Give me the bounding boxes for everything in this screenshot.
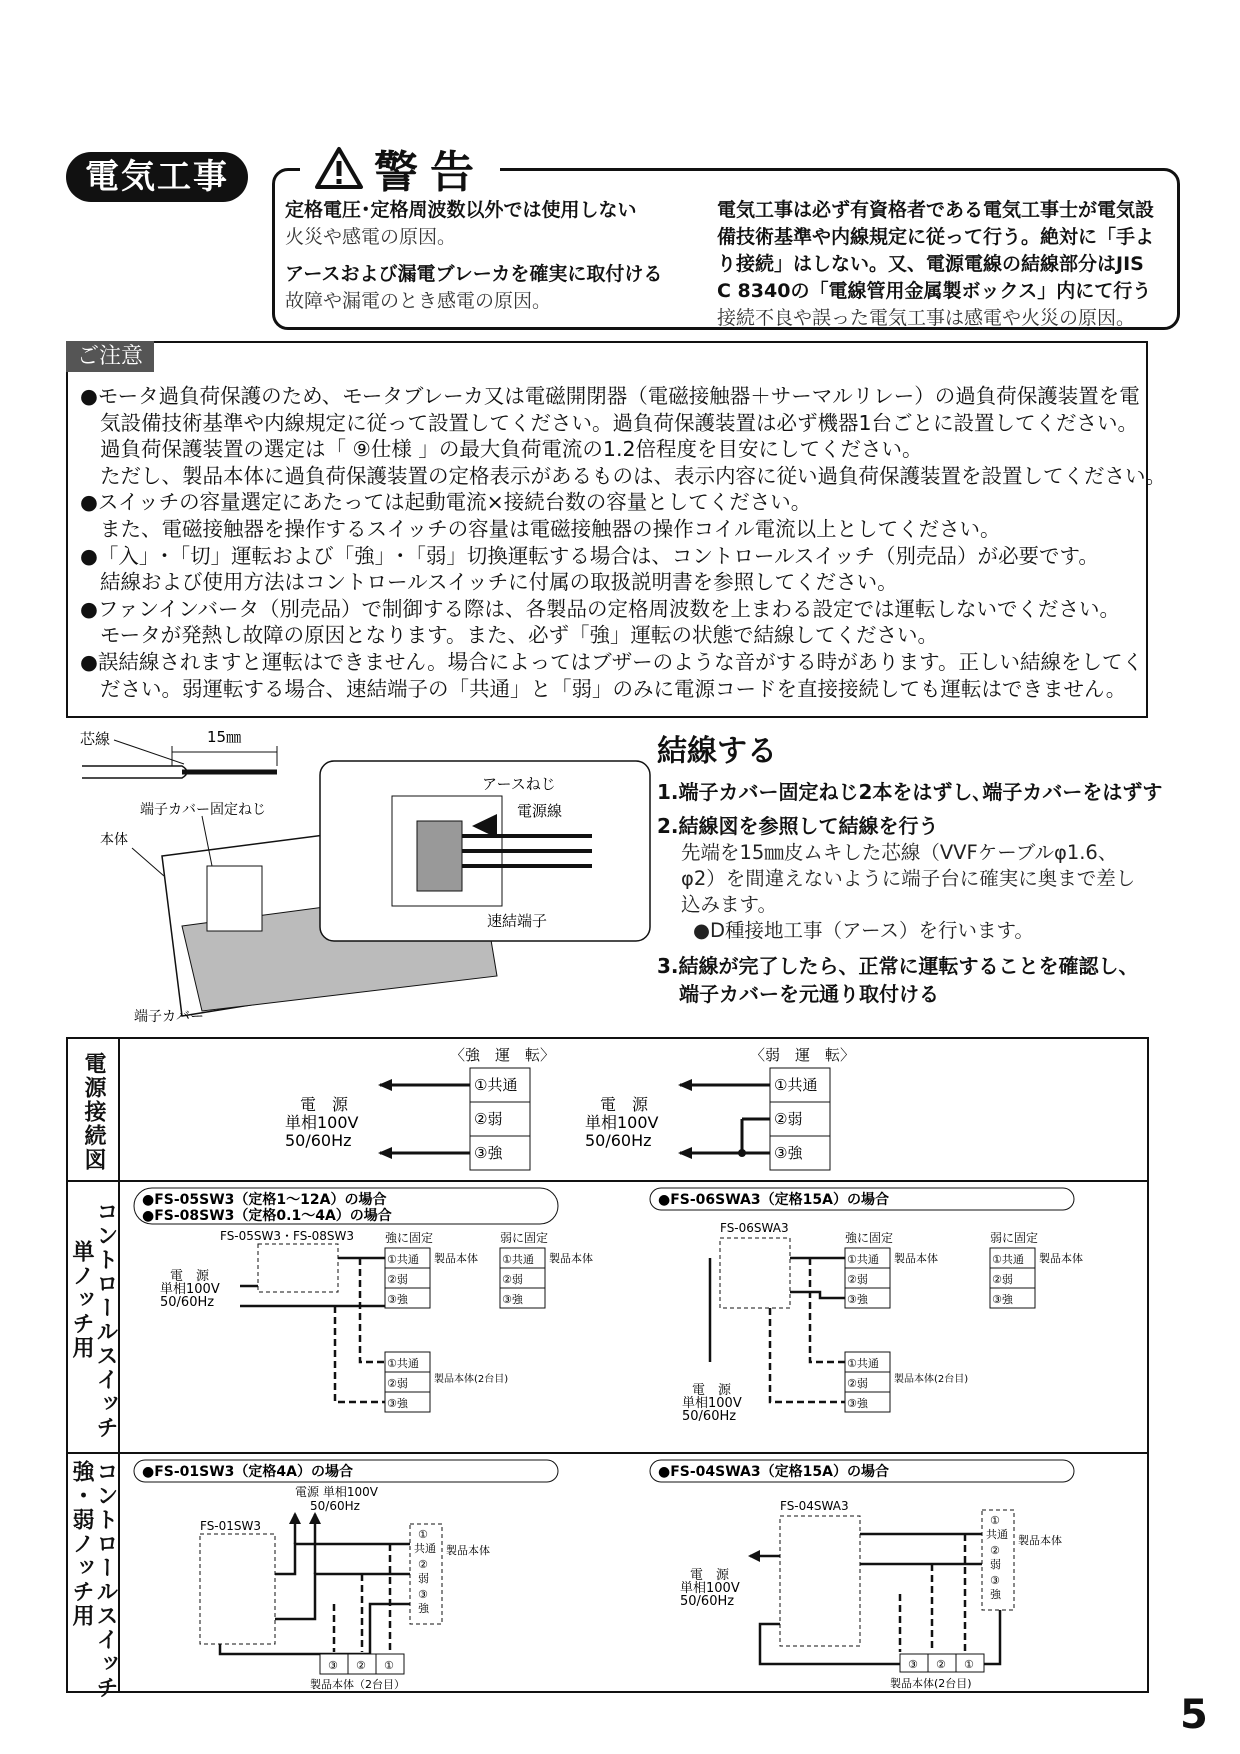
fixed-strong-block (385, 1231, 478, 1308)
sw1-case: ●FS-05SW3（定格1～12A）の場合 (142, 1192, 387, 1208)
power-label: 電 源 (170, 1269, 210, 1284)
terminal-weak: ②弱 (387, 1377, 408, 1390)
body-label: 本体 (100, 832, 128, 848)
product-body-label: 製品本体 (446, 1544, 490, 1557)
terminal-weak: ②弱 (847, 1273, 868, 1286)
warning-item-text: 故障や漏電のとき感電の原因。 (285, 290, 552, 312)
terminal-common: ①共通 (387, 1357, 419, 1370)
caution-line: ●スイッチの容量選定にあたっては起動電流×接続台数の容量としてください。 (80, 490, 812, 515)
cover-screw-label: 端子カバー固定ねじ (140, 802, 266, 818)
terminal-3: ③ (418, 1588, 428, 1601)
section-badge: 電気工事 (66, 152, 248, 202)
warning-item-text: 火災や感電の原因。 (285, 226, 457, 248)
weak-label: 弱 (418, 1572, 429, 1585)
quick-terminal-label: 速結端子 (487, 912, 548, 930)
warning-header (300, 140, 500, 196)
terminal-3: ③ (908, 1658, 918, 1671)
sw2-fixed-strong (845, 1231, 938, 1308)
terminal-common: ①共通 (387, 1253, 419, 1266)
caution-line: ●「入」･「切」運転および「強」･「弱」切換運転する場合は、コントロールスイッチ（別売品）が必要です。 (80, 543, 1099, 568)
terminal-common: ①共通 (774, 1076, 818, 1094)
sw4-model: FS-04SWA3 (780, 1499, 849, 1513)
warning-right-line: C 8340の「電線管用金属製ボックス」内にて行う (717, 280, 1152, 302)
power-label: 電 源 (600, 1095, 649, 1114)
terminal-common: ①共通 (474, 1076, 518, 1094)
caution-tag: ご注意 (66, 341, 154, 372)
terminal-2: ② (990, 1544, 1000, 1557)
strong-label: 強 (990, 1588, 1001, 1601)
warning-item-title: 定格電圧･定格周波数以外では使用しない (285, 199, 637, 221)
earth-screw-label: アースねじ (482, 775, 556, 793)
terminal-1: ① (964, 1658, 974, 1671)
terminal-weak: ②弱 (774, 1110, 803, 1128)
sw3-product-body (410, 1524, 490, 1624)
warning-left-column (285, 197, 685, 315)
product-body-label: 製品本体 (894, 1252, 938, 1265)
caution-line: モータが発熱し故障の原因となります。また、必ず「強」運転の状態で結線してください。 (100, 623, 939, 648)
strong-run-title: 〈強 運 転〉 (450, 1046, 556, 1064)
terminal-strong: ③強 (387, 1293, 408, 1306)
terminal-weak: ②弱 (992, 1273, 1013, 1286)
product-body-label: 製品本体 (1018, 1534, 1062, 1547)
sw1-model: FS-05SW3・FS-08SW3 (220, 1229, 355, 1243)
terminal-3: ③ (990, 1574, 1000, 1587)
terminal-strong: ③強 (847, 1293, 868, 1306)
caution-line: 過負荷保護装置の選定は「 ⑨仕様 」の最大負荷電流の1.2倍程度を目安にしてください。 (100, 437, 923, 462)
terminal-common: ①共通 (502, 1253, 534, 1266)
common-label: 共通 (414, 1542, 436, 1555)
terminal-strong: ③強 (774, 1144, 803, 1162)
caution-line: ださい。弱運転する場合、速結端子の「共通」と「弱」のみに電源コードを直接接続しても運転はできません。 (100, 676, 1127, 701)
caution-line: ●誤結線されますと運転はできません。場合によってはブザーのような音がする時があります。正しい結線をしてく (80, 649, 1143, 674)
power-label: 電 源 (690, 1568, 730, 1583)
warning-item-title: アースおよび漏電ブレーカを確実に取付ける (285, 263, 663, 285)
sw3-case: ●FS-01SW3（定格4A）の場合 (142, 1464, 353, 1480)
caution-list (80, 383, 1166, 702)
product-body-label: 製品本体 (434, 1252, 478, 1265)
strong-label: 強 (418, 1602, 429, 1615)
terminal-common: ①共通 (847, 1253, 879, 1266)
single-phase-label: 単相100V (285, 1113, 359, 1132)
sw2-model: FS-06SWA3 (720, 1221, 789, 1235)
hz-label: 50/60Hz (160, 1295, 215, 1310)
wiring-steps (657, 726, 1197, 1008)
warning-right-line: り接続」はしない。又、電源電線の結線部分はJIS (717, 253, 1144, 275)
row-label-dual-sub: 強・弱ノッチ用 (69, 1460, 94, 1628)
sw2-fixed-weak (990, 1231, 1083, 1308)
common-label: 共通 (986, 1528, 1008, 1541)
row-label-dual: コントロールスイッチ (93, 1460, 118, 1700)
product-body-label: 製品本体 (1039, 1252, 1083, 1265)
sw2-second-unit (845, 1352, 968, 1412)
terminal-weak: ②弱 (502, 1273, 523, 1286)
caution-line: ●モータ過負荷保護のため、モータブレーカ又は電磁開閉器（電磁接触器＋サーマルリレー）の過負荷保護装置を電 (80, 384, 1140, 408)
terminal-common: ①共通 (992, 1253, 1024, 1266)
single-phase-label: 単相100V (682, 1396, 742, 1411)
warning-right-line: 備技術基準や内線規定に従って行う。絶対に「手よ (717, 226, 1155, 248)
caution-line: また、電磁接触器を操作するスイッチの容量は電磁接触器の操作コイル電流以上としてください。 (100, 516, 1001, 541)
hz-label: 50/60Hz (585, 1131, 652, 1150)
warning-triangle-icon (314, 146, 364, 190)
hz-label: 50/60Hz (310, 1499, 360, 1513)
row-label-single: コントロールスイッチ (93, 1200, 118, 1440)
step-2: 2.結線図を参照して結線を行う (657, 814, 939, 838)
warning-right-column (717, 197, 1179, 332)
single-phase-label: 単相100V (585, 1113, 659, 1132)
terminal-2: ② (936, 1658, 946, 1671)
single-phase-label: 単相100V (160, 1282, 220, 1297)
sw4-product-body (982, 1510, 1062, 1610)
installation-figure (72, 726, 652, 1026)
step-1: 1.端子カバー固定ねじ2本をはずし､端子カバーをはずす (657, 780, 1163, 804)
power-wire-label: 電源線 (517, 802, 563, 820)
terminal-weak: ②弱 (387, 1273, 408, 1286)
power-label: 電 源 (692, 1383, 732, 1398)
terminal-weak: ②弱 (847, 1377, 868, 1390)
sw4-second-unit (890, 1654, 984, 1690)
product-body2-label: 製品本体(2台目) (894, 1374, 969, 1385)
weak-run-title: 〈弱 運 転〉 (750, 1046, 856, 1064)
terminal-1: ① (990, 1514, 1000, 1527)
terminal-weak: ②弱 (474, 1110, 503, 1128)
hz-label: 50/60Hz (285, 1131, 352, 1150)
product-body-label: 製品本体 (549, 1252, 593, 1265)
hz-label: 50/60Hz (680, 1594, 735, 1609)
fixed-weak-label: 弱に固定 (500, 1231, 549, 1245)
step-3: 3.結線が完了したら、正常に運転することを確認し、 (657, 954, 1139, 978)
second-unit-block (385, 1352, 508, 1412)
terminal-3: ③ (328, 1659, 338, 1672)
step-2-detail: φ2）を間違えないように端子台に確実に奥まで差し (681, 867, 1136, 890)
terminal-1: ① (384, 1659, 394, 1672)
caution-line: ●ファンインバータ（別売品）で制御する際は、各製品の定格周波数を上まわる設定では運転しないでください。 (80, 596, 1121, 621)
fixed-weak-block (500, 1231, 593, 1308)
sw3-second-unit (310, 1654, 405, 1691)
row-label-single-sub: 単ノッチ用 (69, 1240, 94, 1360)
power-top-label: 電源 単相100V (295, 1485, 378, 1499)
terminal-strong: ③強 (992, 1293, 1013, 1306)
terminal-cover-label: 端子カバー (134, 1009, 204, 1025)
fixed-strong-label: 強に固定 (845, 1231, 894, 1245)
product-body2-label: 製品本体（2台目） (310, 1678, 405, 1691)
terminal-strong: ③強 (474, 1144, 503, 1162)
power-connection-diagram (120, 1038, 1148, 1180)
terminal-2: ② (418, 1558, 428, 1571)
warning-right-line: 接続不良や誤った電気工事は感電や火災の原因。 (717, 307, 1136, 329)
terminal-strong: ③強 (502, 1293, 523, 1306)
row-label-power: 電源接続図 (81, 1052, 106, 1172)
dual-notch-diagram (120, 1454, 1148, 1692)
page-number: 5 (1180, 1692, 1208, 1738)
step-2-detail: 込みます。 (681, 893, 777, 916)
terminal-common: ①共通 (847, 1357, 879, 1370)
step-2-detail: 先端を15㎜皮ムキした芯線（VVFケーブルφ1.6、 (681, 841, 1118, 864)
weak-label: 弱 (990, 1558, 1001, 1571)
sw1-case: ●FS-08SW3（定格0.1～4A）の場合 (142, 1208, 392, 1224)
step-3-cont: 端子カバーを元通り取付ける (679, 982, 939, 1006)
warning-right-line: 電気工事は必ず有資格者である電気工事士が電気設 (717, 199, 1155, 221)
power-label: 電 源 (300, 1095, 349, 1114)
fixed-strong-label: 強に固定 (385, 1231, 434, 1245)
strip-length-label: 15㎜ (207, 728, 242, 746)
sw2-case: ●FS-06SWA3（定格15A）の場合 (658, 1192, 889, 1208)
caution-line: ただし、製品本体に過負荷保護装置の定格表示があるものは、表示内容に従い過負荷保護装置を設置してください。 (100, 463, 1166, 488)
terminal-strong: ③強 (387, 1397, 408, 1410)
fixed-weak-label: 弱に固定 (990, 1231, 1039, 1245)
caution-line: 気設備技術基準や内線規定に従って設置してください。過負荷保護装置は必ず機器1台ごとに設置してください。 (100, 410, 1139, 435)
caution-line: 結線および使用方法はコントロールスイッチに付属の取扱説明書を参照してください。 (100, 570, 898, 595)
core-wire-label: 芯線 (80, 730, 111, 748)
sw3-model: FS-01SW3 (200, 1519, 262, 1533)
hz-label: 50/60Hz (682, 1409, 737, 1424)
terminal-2: ② (356, 1659, 366, 1672)
single-phase-label: 単相100V (680, 1581, 740, 1596)
product-body2-label: 製品本体(2台目) (434, 1374, 509, 1385)
warning-title: 警告 (374, 147, 486, 198)
sw4-case: ●FS-04SWA3（定格15A）の場合 (658, 1464, 889, 1480)
product-body2-label: 製品本体(2台目) (890, 1677, 972, 1690)
weak-run-diagram (585, 1046, 855, 1170)
step-2-note: ●D種接地工事（アース）を行います。 (693, 919, 1034, 942)
strong-run-diagram (285, 1046, 555, 1170)
terminal-strong: ③強 (847, 1397, 868, 1410)
steps-title: 結線する (657, 734, 777, 769)
terminal-1: ① (418, 1528, 428, 1541)
single-notch-diagram (120, 1182, 1148, 1452)
